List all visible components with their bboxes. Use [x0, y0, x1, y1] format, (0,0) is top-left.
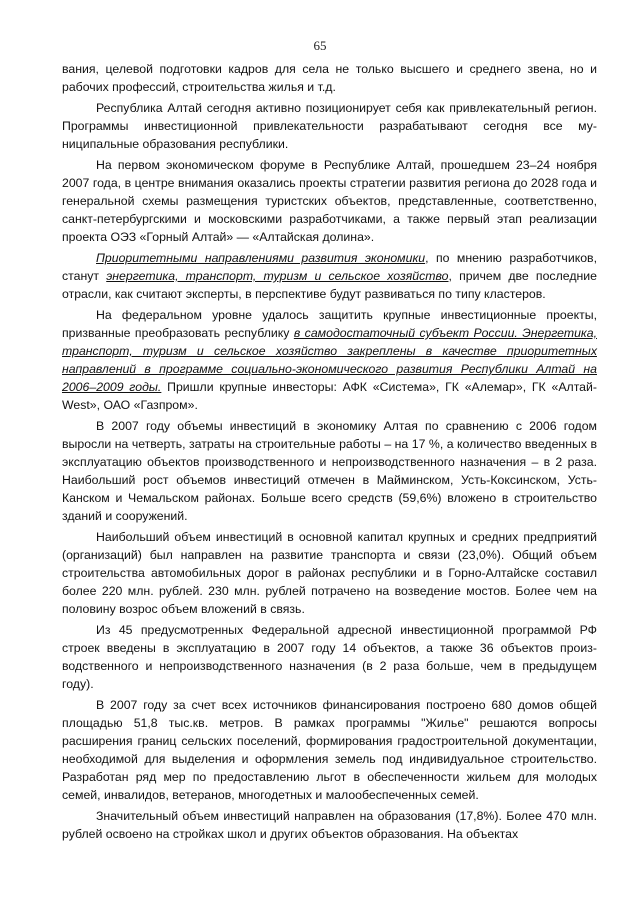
emphasized-text: в самодостаточный субъект России. Энергетика, транспорт, туризм и сельское хозяйство закреплены в качестве приоритетных направлений в программе социально-экономического развития Республики Алтай на 2006–2009 годы.: [62, 326, 597, 394]
page-number: 65: [313, 38, 327, 53]
document-body: [62, 60, 597, 846]
paragraph: [62, 306, 597, 414]
paragraph: [62, 60, 597, 96]
text-run: Республика Алтай сегодня активно позиционирует себя как привлекательный регион. Программы инвестиционной привлекательности разрабатывают сегодня все муниципальные образования республики.: [62, 101, 597, 151]
text-run: В 2007 году за счет всех источников финансирования построено 680 домов общей площадью 51,8 тыс.кв. метров. В рамках программы "Жилье" решаются вопросы расширения границ сельских поселений, формирования градостроительной документации, необходимой для выделения и оформления земель под индивидуальное строительство. Разработан ряд мер по предоставлению льгот в обеспеченности жильем для молодых семей, инвалидов, ветеранов, многодетных и малообеспеченных семей.: [62, 698, 597, 802]
text-run: На первом экономическом форуме в Республике Алтай, прошедшем 23–24 ноября 2007 года, в центре внимания оказались проекты стратегии развития региона до 2028 года и генеральной схемы размещения туристских объектов, представленные, соответственно, санкт-петербургскими и московскими разработчиками, а также первый этап реализации проекта ОЭЗ «Горный Алтай» — «Алтайская долина».: [62, 158, 597, 244]
text-run: Из 45 предусмотренных Федеральной адресной инвестиционной программой РФ строек введены в эксплуатацию в 2007 году 14 объектов, а также 36 объектов производственного и непроизводственного назначения (в 2 раза больше, чем в предыдущем году).: [62, 623, 597, 691]
emphasized-text: Приоритетными направлениями развития экономики: [96, 251, 426, 265]
text-run: В 2007 году объемы инвестиций в экономику Алтая по сравнению с 2006 годом выросли на четверть, затраты на строительные работы – на 17 %, а количество введенных в эксплуатацию объектов производственного и непроизводственного назначения – в 2 раза. Наибольший рост объемов инвестиций отмечен в Майминском, Усть-Коксинском, Усть-Канском и Чемальском районах. Больше всего средств (59,6%) вложено в строительство зданий и сооружений.: [62, 419, 597, 523]
text-run: вания, целевой подготовки кадров для села не только высшего и среднего звена, но и рабочих профессий, строительства жилья и т.д.: [62, 62, 597, 94]
text-run: Значительный объем инвестиций направлен на образования (17,8%). Более 470 млн. рублей освоено на стройках школ и других объектов образования. На объектах: [62, 809, 597, 841]
text-run: Наибольший объем инвестиций в основной капитал крупных и средних предприятий (организаций) был направлен на развитие транспорта и связи (23,0%). Общий объем строительства автомобильных дорог в районах республики и в Горно-Алтайске составил более 220 млн. рублей. 230 млн. рублей потрачено на возведение мостов. Более чем на половину возрос объем вложений в связь.: [62, 530, 597, 616]
paragraph: [62, 249, 597, 303]
paragraph: [62, 807, 597, 843]
paragraph: [62, 621, 597, 693]
emphasized-text: энергетика, транспорт, туризм и сельское хозяйство: [106, 269, 449, 283]
text-run: , причем две последние отрасли, как считают эксперты, в перспективе будут развиваться по типу кластеров.: [62, 269, 597, 301]
paragraph: [62, 417, 597, 525]
paragraph: [62, 696, 597, 804]
paragraph: [62, 99, 597, 153]
text-run: Пришли крупные инвесторы: АФК «Система», ГК «Алемар», ГК «Алтай-West», ОАО «Газпром».: [62, 380, 597, 412]
text-run: На федеральном уровне удалось защитить крупные инвестиционные проекты, призванные преобразовать республику: [62, 308, 597, 340]
text-run: , по мнению разработчиков, станут: [62, 251, 598, 283]
paragraph: [62, 528, 597, 618]
paragraph: [62, 156, 597, 246]
